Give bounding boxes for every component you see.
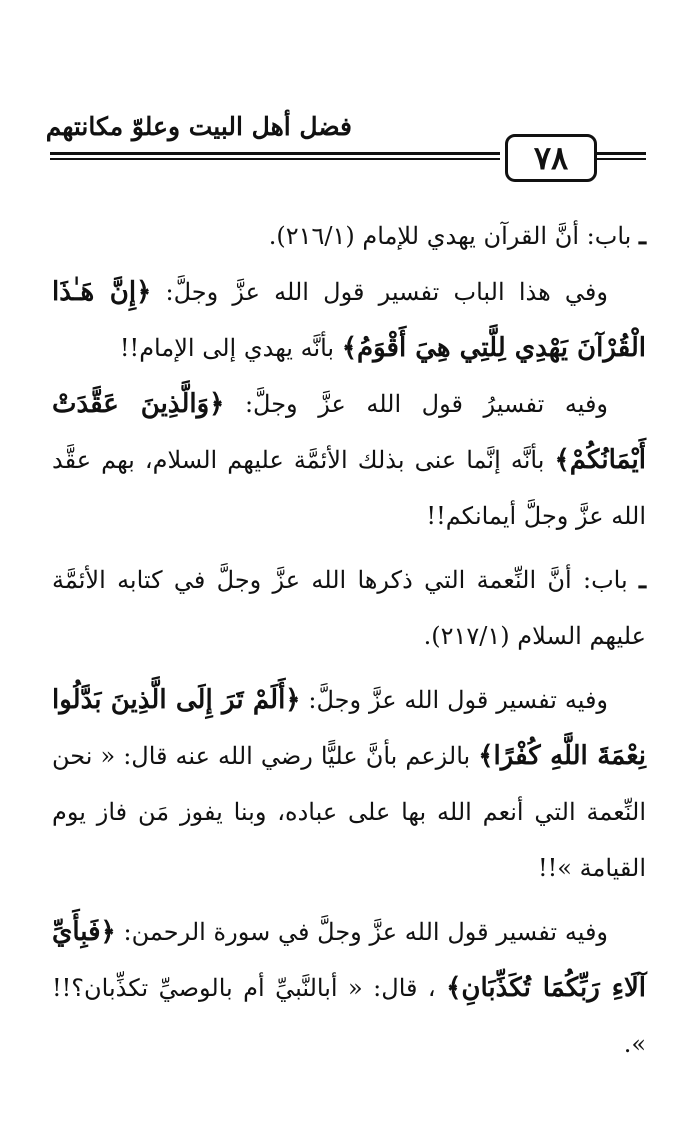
page-number-box: ٧٨	[505, 134, 597, 182]
paragraph-text: وفيه تفسير قول الله عزَّ وجلَّ في سورة الرحمن:	[115, 918, 608, 946]
header-rule-thin	[50, 158, 500, 160]
section-dash: ـ	[638, 565, 646, 594]
paragraph-text: ، قال: « أبالنَّبيِّ أم بالوصيِّ تكذِّبان؟!! ».	[52, 974, 646, 1058]
section-heading-text: باب: أنَّ النِّعمة التي ذكرها الله عزَّ وجلَّ في كتابه الأئمَّة عليهم السلام (٢١٧/١).	[52, 566, 646, 650]
paragraph	[52, 904, 646, 1072]
paragraph	[52, 376, 646, 544]
header-rule-thin-right	[594, 158, 646, 160]
section-heading	[52, 552, 646, 664]
header-rule-thick	[50, 152, 500, 155]
quran-verse: ﴿إِنَّ هَـٰذَا الْقُرْآنَ يَهْدِي لِلَّتِي هِيَ أَقْوَمُ﴾	[52, 277, 646, 363]
section-dash: ـ	[638, 221, 646, 250]
quran-verse: ﴿أَلَمْ تَرَ إِلَى الَّذِينَ بَدَّلُوا نِعْمَةَ اللَّهِ كُفْرًا﴾	[52, 685, 646, 771]
header-rule-thick-right	[594, 152, 646, 155]
quran-verse: ﴿وَالَّذِينَ عَقَّدَتْ أَيْمَانُكُمْ﴾	[52, 389, 646, 475]
running-header-title: فضل أهل البيت وعلوّ مكانتهم	[45, 112, 352, 141]
paragraph-text: بالزعم بأنَّ عليًّا رضي الله عنه قال: « نحن النِّعمة التي أنعم الله بها على عباده، وبنا يفوز مَن فاز يوم القيامة »!!	[52, 742, 647, 882]
section-heading-text: باب: أنَّ القرآن يهدي للإمام (٢١٦/١).	[268, 222, 632, 250]
paragraph-text: بأنَّه يهدي إلى الإمام!!	[119, 334, 335, 362]
paragraph	[52, 264, 646, 376]
quran-verse: ﴿فَبِأَيِّ آلَاءِ رَبِّكُمَا تُكَذِّبَانِ﴾	[52, 917, 646, 1003]
paragraph	[52, 672, 646, 896]
paragraph-text: بأنَّه إنَّما عنى بذلك الأئمَّة عليهم السلام، بهم عقَّد الله عزَّ وجلَّ أيمانكم!!	[52, 446, 646, 530]
paragraph-text: وفيه تفسير قول الله عزَّ وجلَّ:	[300, 686, 609, 714]
paragraph-text: وفي هذا الباب تفسير قول الله عزَّ وجلَّ:	[151, 278, 608, 306]
section-heading	[52, 208, 646, 264]
paragraph-text: وفيه تفسيرُ قول الله عزَّ وجلَّ:	[224, 390, 609, 418]
page-body	[52, 208, 646, 1072]
